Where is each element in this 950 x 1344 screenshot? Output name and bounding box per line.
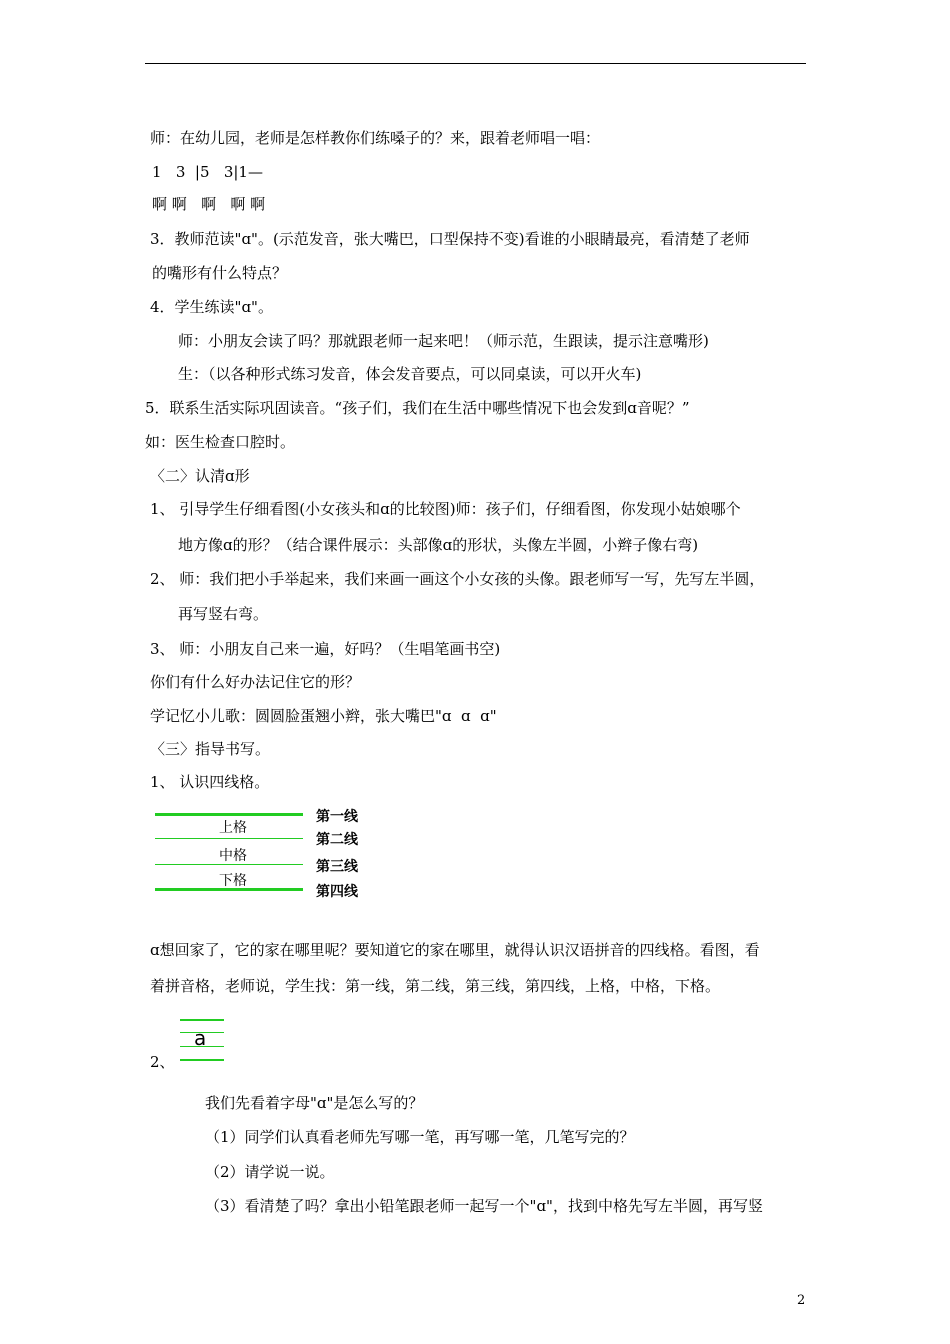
text-line: （1）同学们认真看老师先写哪一笔，再写哪一笔，几笔写完的？ [205, 1128, 635, 1146]
four-line-grid-figure [155, 804, 385, 900]
text-line: 着拼音格，老师说，学生找：第一线，第二线，第三线，第四线，上格，中格，下格。 [150, 977, 721, 995]
mini-grid-letter: a [194, 1026, 207, 1050]
line-name-3: 第三线 [316, 859, 358, 875]
line-name-1: 第一线 [316, 809, 358, 825]
header-rule [145, 63, 806, 64]
text-line: 的嘴形有什么特点？ [152, 264, 288, 282]
text-line: 生：（以各种形式练习发音，体会发音要点，可以同桌读，可以开火车) [178, 365, 642, 383]
text-line: ɑ想回家了，它的家在哪里呢？要知道它的家在哪里，就得认识汉语拼音的四线格。看图，看 [150, 941, 760, 959]
line-name-2: 第二线 [316, 832, 358, 848]
page-number: 2 [797, 1293, 806, 1308]
text-line: （2）请学说一说。 [205, 1163, 335, 1181]
mini-grid-line-1 [180, 1019, 224, 1021]
grid-cell-upper: 上格 [219, 820, 247, 836]
text-line: 师：在幼儿园，老师是怎样教你们练嗓子的？来，跟着老师唱一唱： [150, 129, 601, 147]
text-line: 你们有什么好办法记住它的形？ [150, 673, 361, 691]
text-line: 1、 引导学生仔细看图(小女孩头和ɑ的比较图)师：孩子们，仔细看图，你发现小姑娘哪个 [150, 500, 741, 518]
text-line: 啊 啊 啊 啊 啊 [152, 195, 266, 213]
text-line: 5．联系生活实际巩固读音。“孩子们，我们在生活中哪些情况下也会发到ɑ音呢？” [145, 399, 690, 417]
text-line: 1、 认识四线格。 [150, 773, 270, 791]
grid-cell-middle: 中格 [219, 848, 247, 864]
text-line: 2、 师：我们把小手举起来，我们来画一画这个小女孩的头像。跟老师写一写，先写左半圆， [150, 570, 765, 588]
grid-line-1 [155, 813, 303, 816]
mini-grid-line-4 [180, 1059, 224, 1061]
text-line: 3、 师：小朋友自己来一遍，好吗？（生唱笔画书空) [150, 640, 501, 658]
mini-four-line-grid [180, 1017, 224, 1061]
section-heading: 〈二〉认清ɑ形 [150, 467, 250, 485]
grid-cell-lower: 下格 [219, 873, 247, 889]
text-line: （3）看清楚了吗？拿出小铅笔跟老师一起写一个"ɑ"，找到中格先写左半圆，再写竖 [205, 1197, 763, 1215]
text-line: 1 3 |5 3|1— [152, 163, 263, 181]
text-line: 4．学生练读"ɑ"。 [150, 298, 273, 316]
text-line: 师：小朋友会读了吗？那就跟老师一起来吧！（师示范，生跟读，提示注意嘴形) [178, 332, 709, 350]
text-line: 再写竖右弯。 [178, 605, 269, 623]
grid-line-2 [155, 838, 303, 839]
text-line: 3．教师范读"ɑ"。(示范发音，张大嘴巴，口型保持不变)看谁的小眼睛最亮，看清楚了老师 [150, 230, 750, 248]
text-line: 学记忆小儿歌：圆圆脸蛋翘小辫，张大嘴巴"ɑ ɑ ɑ" [150, 707, 497, 725]
line-name-4: 第四线 [316, 884, 358, 900]
text-line: 地方像ɑ的形？（结合课件展示：头部像ɑ的形状，头像左半圆，小辫子像右弯) [178, 536, 699, 554]
section-heading: 〈三〉指导书写。 [150, 740, 271, 758]
text-line: 2、 [150, 1053, 175, 1071]
text-line: 我们先看着字母"ɑ"是怎么写的？ [205, 1094, 424, 1112]
text-line: 如：医生检查口腔时。 [145, 433, 296, 451]
